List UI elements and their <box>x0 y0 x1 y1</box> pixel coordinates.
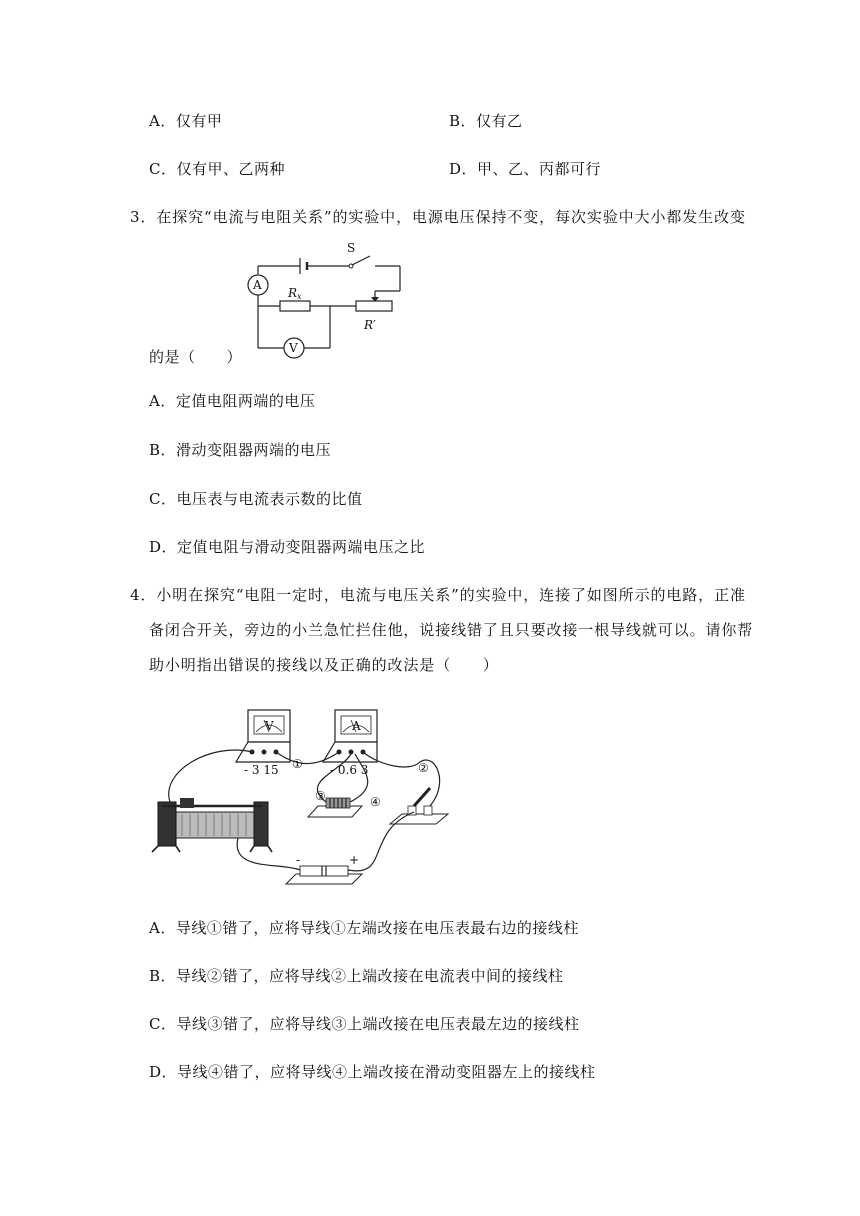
battery-plus: + <box>349 853 360 867</box>
battery-minus: - <box>296 853 301 867</box>
q3-circuit-diagram <box>240 236 410 361</box>
q3-option-d: D．定值电阻与滑动变阻器两端电压之比 <box>149 538 426 556</box>
q4-option-a: A．导线①错了，应将导线①左端改接在电压表最右边的接线柱 <box>149 919 579 937</box>
wire4-label: ④ <box>370 795 381 809</box>
q3-option-b: B．滑动变阻器两端的电压 <box>149 441 332 459</box>
voltmeter-device-label: V <box>265 719 274 733</box>
q2-option-c: C．仅有甲、乙两种 <box>149 160 285 178</box>
resistor-rx <box>280 301 310 311</box>
wire-rheostat-to-battery <box>237 838 300 870</box>
rheostat-label: R′ <box>364 318 376 332</box>
q2-option-a: A．仅有甲 <box>149 112 223 130</box>
q4-option-c: C．导线③错了，应将导线③上端改接在电压表最左边的接线柱 <box>149 1015 580 1033</box>
resistor-label: Rx <box>288 286 302 301</box>
ammeter-device-label: A <box>352 719 361 733</box>
q4-option-d: D．导线④错了，应将导线④上端改接在滑动变阻器左上的接线柱 <box>149 1063 596 1081</box>
q2-option-b: B．仅有乙 <box>449 112 523 130</box>
switch-device <box>390 788 448 824</box>
q3-option-a: A．定值电阻两端的电压 <box>149 392 316 410</box>
switch-label: S <box>347 241 356 255</box>
ammeter-label: A <box>253 278 262 292</box>
wire3-label: ③ <box>315 789 326 803</box>
ammeter-terminal-labels: - 0.6 3 <box>330 763 369 777</box>
q2-option-d: D．甲、乙、丙都可行 <box>449 160 602 178</box>
wire2-label: ② <box>418 761 429 775</box>
q3-stem-line1: 3．在探究“电流与电阻关系”的实验中，电源电压保持不变，每次实验中大小都发生改变 <box>130 208 746 226</box>
voltmeter-device <box>236 710 290 777</box>
q3-option-c: C．电压表与电流表示数的比值 <box>149 490 363 508</box>
rheostat-device <box>152 798 272 852</box>
voltmeter-label: V <box>289 341 298 355</box>
rheostat <box>356 301 392 311</box>
q3-stem-line2: 的是（ ） <box>149 348 243 366</box>
q4-option-b: B．导线②错了，应将导线②上端改接在电流表中间的接线柱 <box>149 967 564 985</box>
q4-stem-line3: 助小明指出错误的接线以及正确的改法是（ ） <box>149 656 499 674</box>
battery-device <box>286 853 362 884</box>
switch-blade <box>352 256 370 265</box>
voltmeter-terminal-labels: - 3 15 <box>244 763 279 777</box>
q4-stem-line1: 4．小明在探究“电阻一定时，电流与电压关系”的实验中，连接了如图所示的电路，正准 <box>130 586 746 604</box>
q4-apparatus-figure <box>150 702 455 887</box>
ammeter-device <box>323 710 377 777</box>
q4-stem-line2: 备闭合开关，旁边的小兰急忙拦住他，说接线错了且只要改接一根导线就可以。请你帮 <box>149 621 754 639</box>
wire1-label: ① <box>292 757 303 771</box>
